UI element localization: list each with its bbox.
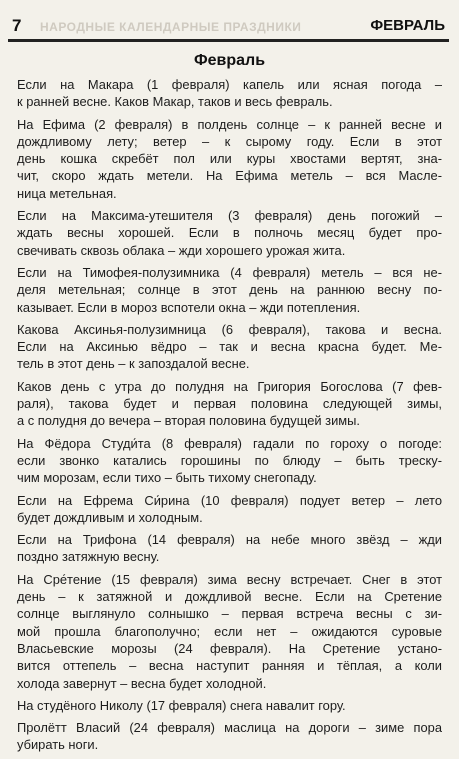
proverb-paragraph: [17, 207, 442, 259]
proverb-paragraph: [17, 719, 442, 754]
text-line: Если на Ефрема Си́рина (10 февраля) подует ветер – лето: [17, 492, 442, 508]
text-line: свечивать сквозь облака – жди хорошего урожая жита.: [17, 242, 346, 258]
text-line: убирать ноги.: [17, 737, 99, 753]
text-line: Если на Макара (1 февраля) капель или ясная погода –: [17, 77, 442, 92]
text-line: казывает. Если в мороз вспотели окна – жди потепления.: [17, 299, 361, 315]
proverb-paragraph: [17, 697, 442, 714]
text-line: Если на Трифона (14 февраля) на небе много звёзд – жди: [17, 532, 442, 548]
header-rule: [8, 39, 449, 42]
text-line: чит, скоро ждать метели. На Ефима метель – вся Масле-: [17, 168, 442, 184]
text-line: Какова Аксинья-полузимница (6 февраля), такова и весна.: [17, 321, 442, 337]
text-line: а с полудня до вечера – вторая половина будущей зимы.: [17, 413, 360, 429]
text-line: вится оттепель – весна наступит ранняя и тёплая, а коли: [17, 658, 442, 674]
text-line: Власьевские морозы (24 февраля). На Сретение устано-: [17, 640, 442, 656]
proverb-paragraph: [17, 378, 442, 430]
text-line: деля метельная; солнце в этот день на раннюю весну по-: [17, 282, 442, 298]
text-line: Каков день с утра до полудня на Григория Богослова (7 фев-: [17, 378, 442, 394]
proverb-paragraph: [17, 492, 442, 527]
page-number: 7: [12, 16, 22, 35]
text-line: солнце выглянуло солнышко – первая встреча весны с зи-: [17, 606, 442, 622]
text-line: мой прошла благополучно; если нет – ожидаются суровые: [17, 623, 442, 639]
text-line: На Ефима (2 февраля) в полдень солнце – к ранней весне и: [17, 116, 442, 132]
proverb-paragraph: [17, 76, 442, 111]
text-line: день кошка скребёт пол или куры хвостами вертят, зна-: [17, 151, 442, 167]
bleed-through-heading: НАРОДНЫЕ КАЛЕНДАРНЫЕ ПРАЗДНИКИ: [40, 20, 302, 34]
text-line: Если на Тимофея-полузимника (4 февраля) метель – вся не-: [17, 264, 442, 280]
text-line: будет дождливым и холодным.: [17, 509, 203, 525]
section-label: ФЕВРАЛЬ: [370, 17, 445, 34]
text-line: если звонко катались горошины по блюду – быть треску-: [17, 452, 442, 468]
text-line: дождливому лету; ветер – к сырому году. Если в этот: [17, 133, 442, 149]
page-header: [0, 0, 459, 42]
text-line: Если на Аксинью вёдро – так и весна красна будет. Ме-: [17, 339, 442, 355]
article-body: [17, 76, 442, 759]
text-line: Пролётт Власий (24 февраля) маслица на дороги – зиме пора: [17, 720, 442, 736]
text-line: ждать весны хорошей. Если в полночь месяц будет про-: [17, 225, 442, 241]
proverb-paragraph: [17, 264, 442, 316]
text-line: раля), такова будет и первая половина следующей зимы,: [17, 396, 442, 412]
proverb-paragraph: [17, 321, 442, 373]
text-line: На студёного Николу (17 февраля) снега навалит гору.: [17, 697, 346, 713]
text-line: тель в этот день – к запоздалой весне.: [17, 356, 250, 372]
text-line: На Сре́тение (15 февраля) зима весну встречает. Снег в этот: [17, 571, 442, 587]
proverb-paragraph: [17, 571, 442, 692]
text-line: чим морозам, если тихо – быть тихому снегопаду.: [17, 470, 317, 486]
proverb-paragraph: [17, 531, 442, 566]
text-line: Если на Максима-утешителя (3 февраля) день погожий –: [17, 208, 442, 224]
text-line: поздно затяжную весну.: [17, 549, 160, 565]
text-line: к ранней весне. Каков Макар, таков и весь февраль.: [17, 94, 333, 110]
text-line: холода завернут – весна будет холодной.: [17, 675, 267, 691]
text-line: На Фёдора Студи́та (8 февраля) гадали по гороху о погоде:: [17, 435, 442, 451]
proverb-paragraph: [17, 116, 442, 202]
text-line: день – к затяжной и дождливой весне. Если на Сретение: [17, 589, 442, 605]
proverb-paragraph: [17, 435, 442, 487]
text-line: ница метельная.: [17, 185, 117, 201]
chapter-title: Февраль: [193, 52, 266, 69]
